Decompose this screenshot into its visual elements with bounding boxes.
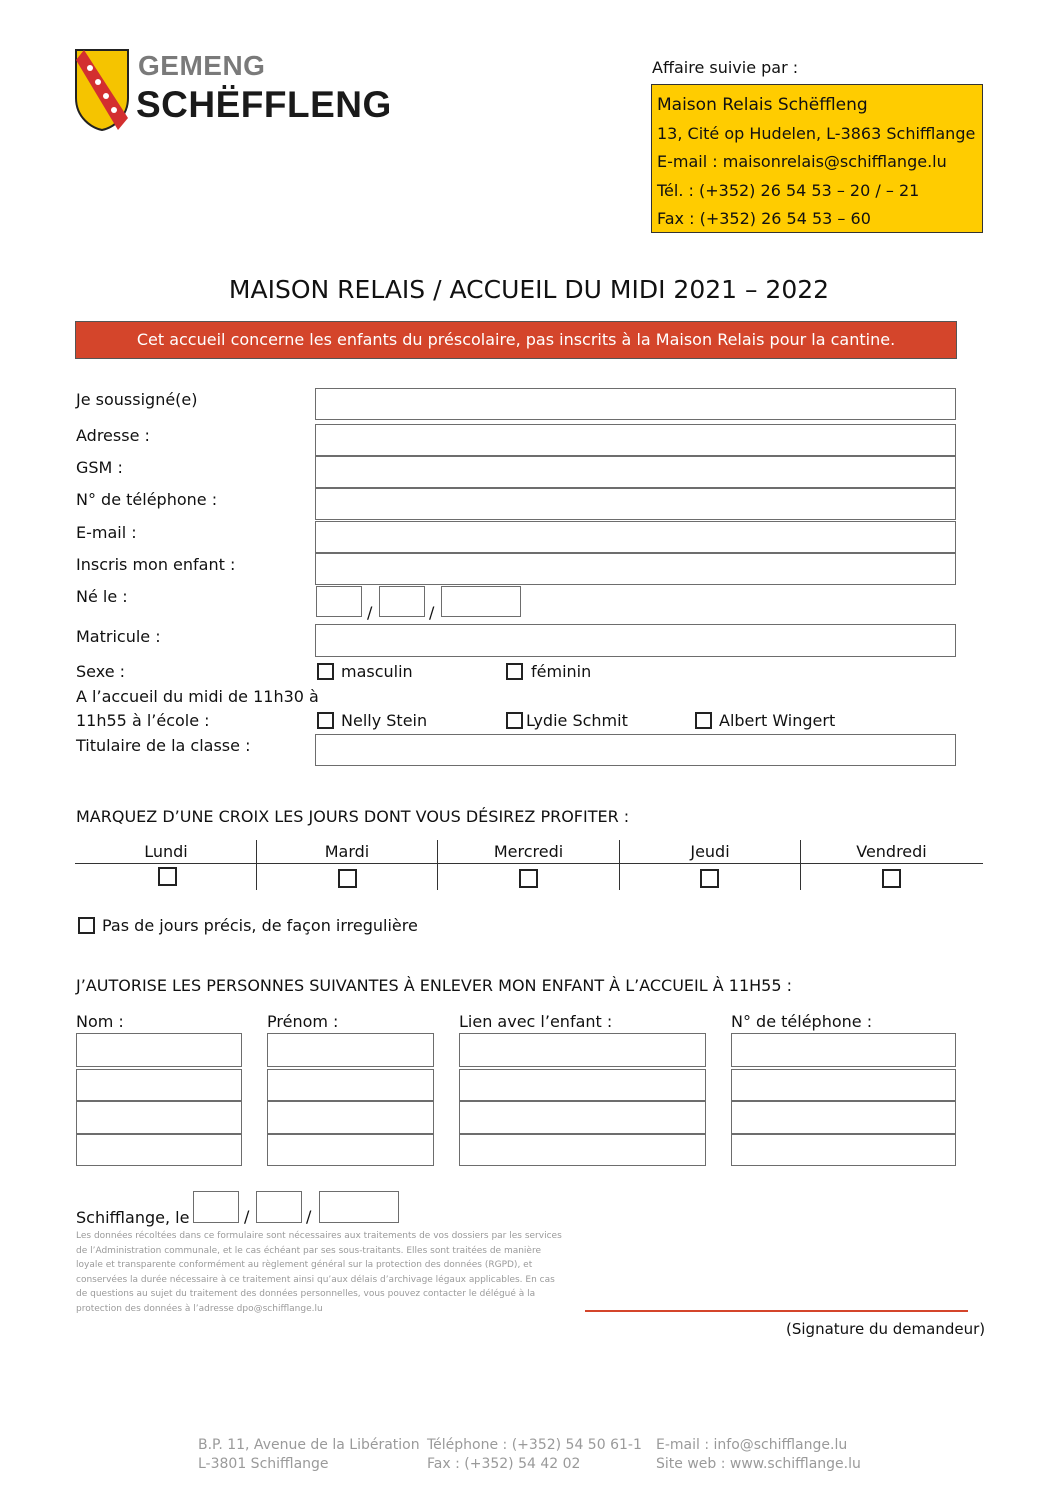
- day-mercredi-checkbox[interactable]: [519, 869, 538, 888]
- day-jeudi-checkbox[interactable]: [700, 869, 719, 888]
- days-table-divider: [75, 863, 983, 864]
- page-title: MAISON RELAIS / ACCUEIL DU MIDI 2021 – 2022: [228, 275, 830, 304]
- footer-phones: [427, 1436, 642, 1474]
- titulaire-field[interactable]: [315, 734, 956, 766]
- signature-line[interactable]: [585, 1310, 968, 1312]
- signature-month-field[interactable]: [256, 1191, 302, 1223]
- pickup-nom-field[interactable]: [76, 1033, 242, 1067]
- pickup-col-nom: Nom :: [76, 1012, 124, 1031]
- born-label: Né le :: [76, 587, 128, 606]
- pickup-lien-field[interactable]: [459, 1101, 706, 1134]
- teacher-schmit-label: Lydie Schmit: [526, 711, 628, 730]
- pickup-prenom-field[interactable]: [267, 1134, 434, 1166]
- child-name-field[interactable]: [315, 553, 956, 585]
- day-mercredi-label: Mercredi: [493, 842, 564, 861]
- contact-name: Maison Relais Schëffleng: [657, 95, 868, 115]
- irregular-days-checkbox[interactable]: [78, 917, 95, 934]
- pickup-lien-field[interactable]: [459, 1069, 706, 1101]
- pickup-nom-field[interactable]: [76, 1069, 242, 1101]
- enroll-label: Inscris mon enfant :: [76, 555, 236, 574]
- undersigned-label: Je soussigné(e): [76, 390, 198, 409]
- pickup-nom-field[interactable]: [76, 1101, 242, 1134]
- irregular-days-label: Pas de jours précis, de façon irregulière: [102, 916, 418, 935]
- pickup-heading: J’AUTORISE LES PERSONNES SUIVANTES À ENLEVER MON ENFANT À L’ACCUEIL À 11H55 :: [76, 976, 793, 995]
- info-banner: Cet accueil concerne les enfants du préscolaire, pas inscrits à la Maison Relais pour la cantine.: [75, 321, 957, 359]
- footer-address-line1: B.P. 11, Avenue de la Libération: [198, 1437, 420, 1453]
- footer-web: Site web : www.schifflange.lu: [656, 1456, 861, 1472]
- sexe-feminin-checkbox[interactable]: [506, 663, 523, 680]
- email-field[interactable]: [315, 521, 956, 553]
- teacher-stein-label: Nelly Stein: [341, 711, 428, 730]
- sexe-label: Sexe :: [76, 662, 126, 681]
- pickup-telephone-field[interactable]: [731, 1033, 956, 1067]
- undersigned-field[interactable]: [315, 388, 956, 420]
- days-heading: MARQUEZ D’UNE CROIX LES JOURS DONT VOUS DÉSIREZ PROFITER :: [76, 807, 630, 826]
- accueil-label-line1: A l’accueil du midi de 11h30 à: [76, 687, 319, 706]
- commune-logo: [74, 48, 130, 136]
- sexe-masculin-checkbox[interactable]: [317, 663, 334, 680]
- teacher-schmit-checkbox[interactable]: [506, 712, 523, 729]
- contact-box: [651, 84, 983, 233]
- signature-day-field[interactable]: [193, 1191, 239, 1223]
- pickup-prenom-field[interactable]: [267, 1101, 434, 1134]
- pickup-lien-field[interactable]: [459, 1033, 706, 1067]
- titulaire-label: Titulaire de la classe :: [76, 736, 251, 755]
- signature-place-label: Schifflange, le: [76, 1208, 190, 1227]
- teacher-wingert-label: Albert Wingert: [719, 711, 836, 730]
- phone-field[interactable]: [315, 488, 956, 520]
- logo-line1: GEMENG: [138, 50, 266, 81]
- pickup-col-prenom: Prénom :: [267, 1012, 339, 1031]
- birth-month-field[interactable]: [379, 586, 425, 617]
- signature-year-field[interactable]: [319, 1191, 399, 1223]
- accueil-label-line2: 11h55 à l’école :: [76, 711, 210, 730]
- pickup-col-lien: Lien avec l’enfant :: [459, 1012, 613, 1031]
- contact-address: 13, Cité op Hudelen, L-3863 Schifflange: [657, 123, 976, 143]
- matricule-field[interactable]: [315, 624, 956, 657]
- day-lundi-checkbox[interactable]: [158, 867, 177, 886]
- footer-address-line2: L-3801 Schifflange: [198, 1456, 329, 1472]
- signature-label: (Signature du demandeur): [786, 1320, 986, 1338]
- birth-year-field[interactable]: [441, 586, 521, 617]
- coat-of-arms-icon: [74, 48, 130, 132]
- pickup-col-telephone: N° de téléphone :: [731, 1012, 873, 1031]
- contact-fax: Fax : (+352) 26 54 53 – 60: [657, 209, 871, 228]
- footer-address: [198, 1436, 420, 1474]
- birth-day-field[interactable]: [316, 586, 362, 617]
- pickup-telephone-field[interactable]: [731, 1134, 956, 1166]
- gsm-field[interactable]: [315, 456, 956, 488]
- pickup-telephone-field[interactable]: [731, 1101, 956, 1134]
- day-jeudi-label: Jeudi: [690, 842, 730, 861]
- sexe-masculin-label: masculin: [341, 662, 413, 681]
- pickup-telephone-field[interactable]: [731, 1069, 956, 1101]
- day-vendredi-label: Vendredi: [856, 842, 927, 861]
- footer-email: E-mail : info@schifflange.lu: [656, 1437, 848, 1453]
- day-mardi-label: Mardi: [324, 842, 370, 861]
- footer-fax: Fax : (+352) 54 42 02: [427, 1456, 581, 1472]
- pickup-prenom-field[interactable]: [267, 1069, 434, 1101]
- signature-date-separator: /: [244, 1207, 250, 1226]
- phone-label: N° de téléphone :: [76, 490, 218, 509]
- signature-date-separator: /: [306, 1207, 312, 1226]
- teacher-wingert-checkbox[interactable]: [695, 712, 712, 729]
- pickup-nom-field[interactable]: [76, 1134, 242, 1166]
- teacher-stein-checkbox[interactable]: [317, 712, 334, 729]
- birth-date-separator: /: [429, 603, 435, 622]
- address-label: Adresse :: [76, 426, 150, 445]
- birth-date-separator: /: [367, 603, 373, 622]
- contact-email: E-mail : maisonrelais@schifflange.lu: [657, 152, 947, 171]
- gsm-label: GSM :: [76, 458, 123, 477]
- contact-tel: Tél. : (+352) 26 54 53 – 20 / – 21: [657, 180, 920, 200]
- day-mardi-checkbox[interactable]: [338, 869, 357, 888]
- email-label: E-mail :: [76, 523, 137, 542]
- logo-line2: SCHËFFLENG: [136, 84, 392, 125]
- footer-tel: Téléphone : (+352) 54 50 61-1: [427, 1437, 642, 1453]
- day-vendredi-checkbox[interactable]: [882, 869, 901, 888]
- pickup-lien-field[interactable]: [459, 1134, 706, 1166]
- address-field[interactable]: [315, 424, 956, 456]
- day-lundi-label: Lundi: [144, 842, 188, 861]
- pickup-prenom-field[interactable]: [267, 1033, 434, 1067]
- followed-by-label: Affaire suivie par :: [652, 58, 799, 77]
- footer-contact: [656, 1436, 861, 1474]
- sexe-feminin-label: féminin: [531, 662, 592, 681]
- matricule-label: Matricule :: [76, 627, 161, 646]
- privacy-notice: Les données récoltées dans ce formulaire sont nécessaires aux traitements de vos dossiers par les services de l’Administration communale, et le cas échéant par ses sous-traitants. Elles sont traitées de manière loyale et transparente conformément au règlement général sur la protection des données (RGPD), et conservées la durée nécessaire à ce traitement ainsi qu’aux délais d’archivage légaux applicables. En cas de questions au sujet du traitement des données personnelles, vous pouvez contacter le délégué à la protection des données à l’adresse dpo@schifflange.lu: [76, 1231, 562, 1314]
